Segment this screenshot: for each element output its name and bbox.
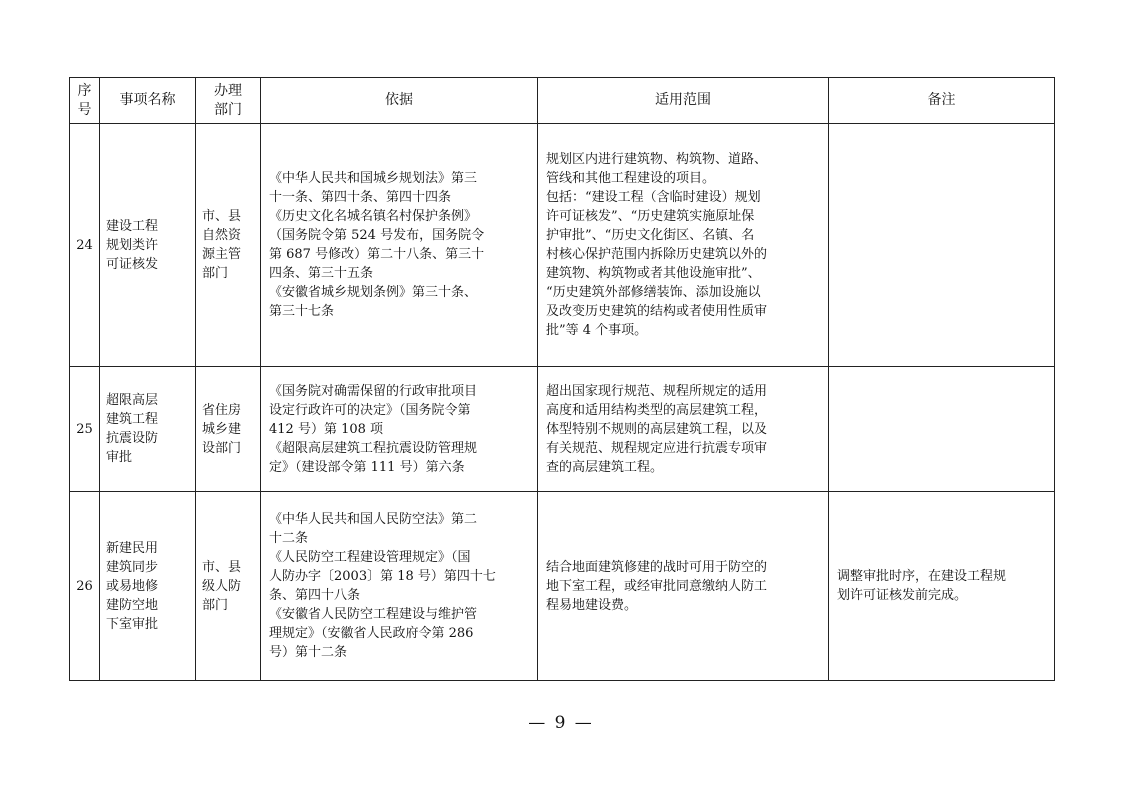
cell-department: 省住房 城乡建 设部门 (196, 367, 261, 492)
header-no: 序 号 (70, 78, 100, 124)
cell-note: 调整审批时序，在建设工程规 划许可证核发前完成。 (829, 492, 1055, 681)
header-scope: 适用范围 (538, 78, 829, 124)
cell-note (829, 367, 1055, 492)
cell-department: 市、县 自然资 源主管 部门 (196, 124, 261, 367)
cell-basis: 《中华人民共和国城乡规划法》第三 十一条、第四十条、第四十四条 《历史文化名城名镇名村保护条例》 （国务院令第 524 号发布，国务院令 第 687 号修改）第二十八条、第三十 四条、第三十五条 《安徽省城乡规划条例》第三十条、 第三十七条 (261, 124, 538, 367)
cell-item-name: 超限高层 建筑工程 抗震设防 审批 (100, 367, 196, 492)
cell-item-name: 建设工程 规划类许 可证核发 (100, 124, 196, 367)
cell-basis: 《国务院对确需保留的行政审批项目 设定行政许可的决定》（国务院令第 412 号）第 108 项 《超限高层建筑工程抗震设防管理规 定》（建设部令第 111 号）第六条 (261, 367, 538, 492)
header-row (70, 78, 1055, 124)
table-row (70, 367, 1055, 492)
header-basis: 依据 (261, 78, 538, 124)
cell-no: 25 (70, 367, 100, 492)
cell-department: 市、县 级人防 部门 (196, 492, 261, 681)
header-department: 办理 部门 (196, 78, 261, 124)
approval-items-table (69, 77, 1055, 681)
cell-scope: 结合地面建筑修建的战时可用于防空的 地下室工程，或经审批同意缴纳人防工 程易地建设费。 (538, 492, 829, 681)
cell-scope: 规划区内进行建筑物、构筑物、道路、 管线和其他工程建设的项目。 包括：“建设工程（含临时建设）规划 许可证核发”、“历史建筑实施原址保 护审批”、“历史文化街区、名镇、名 村核心保护范围内拆除历史建筑以外的 建筑物、构筑物或者其他设施审批”、 “历史建筑外部修缮装饰、添加设施以 及改变历史建筑的结构或者使用性质审 批”等 4 个事项。 (538, 124, 829, 367)
cell-scope: 超出国家现行规范、规程所规定的适用 高度和适用结构类型的高层建筑工程， 体型特别不规则的高层建筑工程，以及 有关规范、规程规定应进行抗震专项审 查的高层建筑工程。 (538, 367, 829, 492)
header-item-name: 事项名称 (100, 78, 196, 124)
table-body (70, 124, 1055, 681)
cell-no: 24 (70, 124, 100, 367)
cell-no: 26 (70, 492, 100, 681)
cell-note (829, 124, 1055, 367)
cell-item-name: 新建民用 建筑同步 或易地修 建防空地 下室审批 (100, 492, 196, 681)
table-row (70, 124, 1055, 367)
header-note: 备注 (829, 78, 1055, 124)
cell-basis: 《中华人民共和国人民防空法》第二 十二条 《人民防空工程建设管理规定》（国 人防办字〔2003〕第 18 号）第四十七 条、第四十八条 《安徽省人民防空工程建设与维护管 理规定》（安徽省人民政府令第 286 号）第十二条 (261, 492, 538, 681)
table-row (70, 492, 1055, 681)
table-header (70, 78, 1055, 124)
page-number: — 9 — (528, 713, 594, 733)
